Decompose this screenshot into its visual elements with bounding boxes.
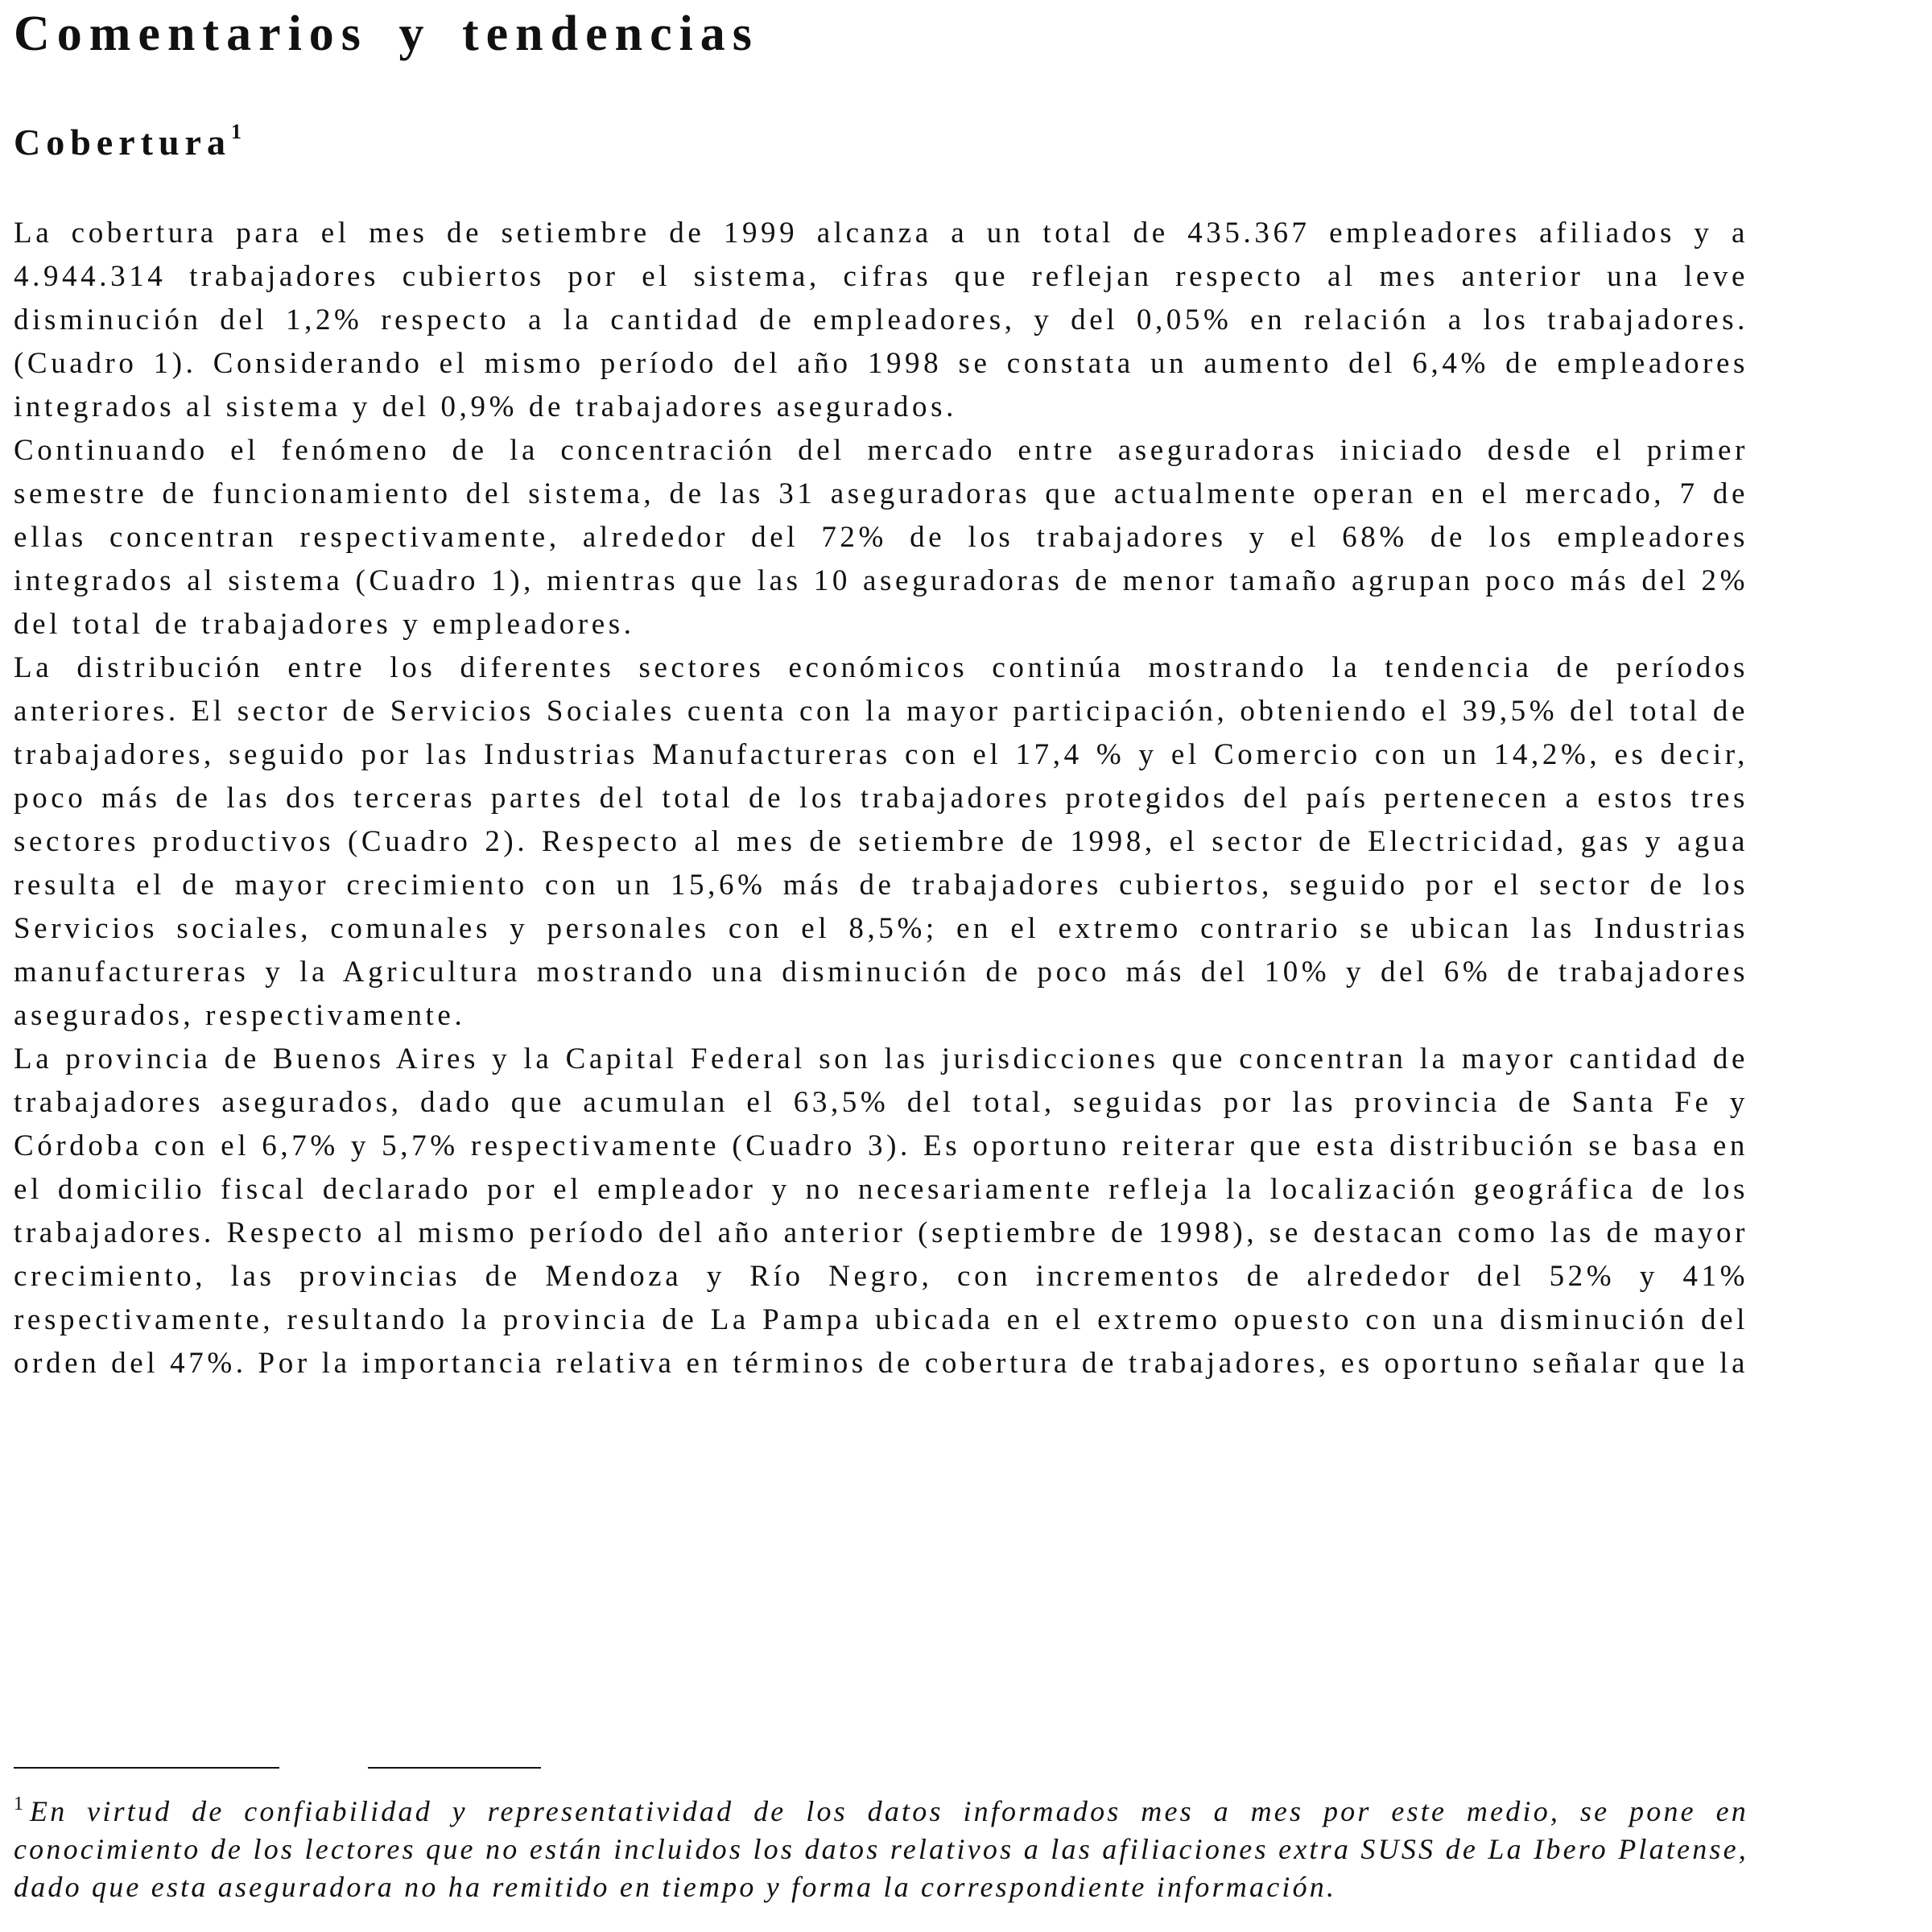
body-text [14,212,1748,1385]
section-heading [14,121,242,163]
footnote-text: En virtud de confiabilidad y representatividad de los datos informados mes a mes por este medio, se pone en conocimiento de los lectores que no están incluidos los datos relativos a las afiliaciones extra SUSS de La Ibero Platense, dado que esta aseguradora no ha remitido en tiempo y forma la correspondiente información. [14,1795,1748,1903]
footnote-divider [14,1767,279,1769]
footnote-reference[interactable]: 1 [230,120,242,143]
paragraph-provinces: La provincia de Buenos Aires y la Capital Federal son las jurisdicciones que concentran la mayor cantidad de trabajadores asegurados, dado que acumulan el 63,5% del total, seguidas por las provincia de Santa Fe y Córdoba con el 6,7% y 5,7% respectivamente (Cuadro 3). Es oportuno reiterar que esta distribución se basa en el domicilio fiscal declarado por el empleador y no necesariamente refleja la localización geográfica de los trabajadores. Respecto al mismo período del año anterior (septiembre de 1998), se destacan como las de mayor crecimiento, las provincias de Mendoza y Río Negro, con incrementos de alrededor del 52% y 41% respectivamente, resultando la provincia de La Pampa ubicada en el extremo opuesto con una disminución del orden del 47%. Por la importancia relativa en términos de cobertura de trabajadores, es oportuno señalar que la [14,1042,1748,1380]
page-title: Comentarios y tendencias [14,6,759,61]
footnote [14,1785,1748,1906]
footnote-number: 1 [14,1794,23,1814]
paragraph-coverage-totals: La cobertura para el mes de setiembre de 1999 alcanza a un total de 435.367 empleadores afiliados y a 4.944.314 trabajadores cubiertos por el sistema, cifras que reflejan respecto al mes anterior una leve disminución del 1,2% respecto a la cantidad de empleadores, y del 0,05% en relación a los trabajadores. (Cuadro 1). Considerando el mismo período del año 1998 se constata un aumento del 6,4% de empleadores integrados al sistema y del 0,9% de trabajadores asegurados. [14,217,1748,423]
paragraph-economic-sectors: La distribución entre los diferentes sectores económicos continúa mostrando la tendencia de períodos anteriores. El sector de Servicios Sociales cuenta con la mayor participación, obteniendo el 39,5% del total de trabajadores, seguido por las Industrias Manufactureras con el 17,4 % y el Comercio con un 14,2%, es decir, poco más de las dos terceras partes del total de los trabajadores protegidos del país pertenecen a estos tres sectores productivos (Cuadro 2). Respecto al mes de setiembre de 1998, el sector de Electricidad, gas y agua resulta el de mayor crecimiento con un 15,6% más de trabajadores cubiertos, seguido por el sector de los Servicios sociales, comunales y personales con el 8,5%; en el extremo contrario se ubican las Industrias manufactureras y la Agricultura mostrando una disminución de poco más del 10% y del 6% de trabajadores asegurados, respectivamente. [14,651,1748,1032]
section-heading-text: Cobertura [14,122,231,163]
footnote-divider [368,1767,541,1769]
paragraph-market-concentration: Continuando el fenómeno de la concentración del mercado entre aseguradoras iniciado desde el primer semestre de funcionamiento del sistema, de las 31 aseguradoras que actualmente operan en el mercado, 7 de ellas concentran respectivamente, alrededor del 72% de los trabajadores y el 68% de los empleadores integrados al sistema (Cuadro 1), mientras que las 10 aseguradoras de menor tamaño agrupan poco más del 2% del total de trabajadores y empleadores. [14,434,1748,641]
